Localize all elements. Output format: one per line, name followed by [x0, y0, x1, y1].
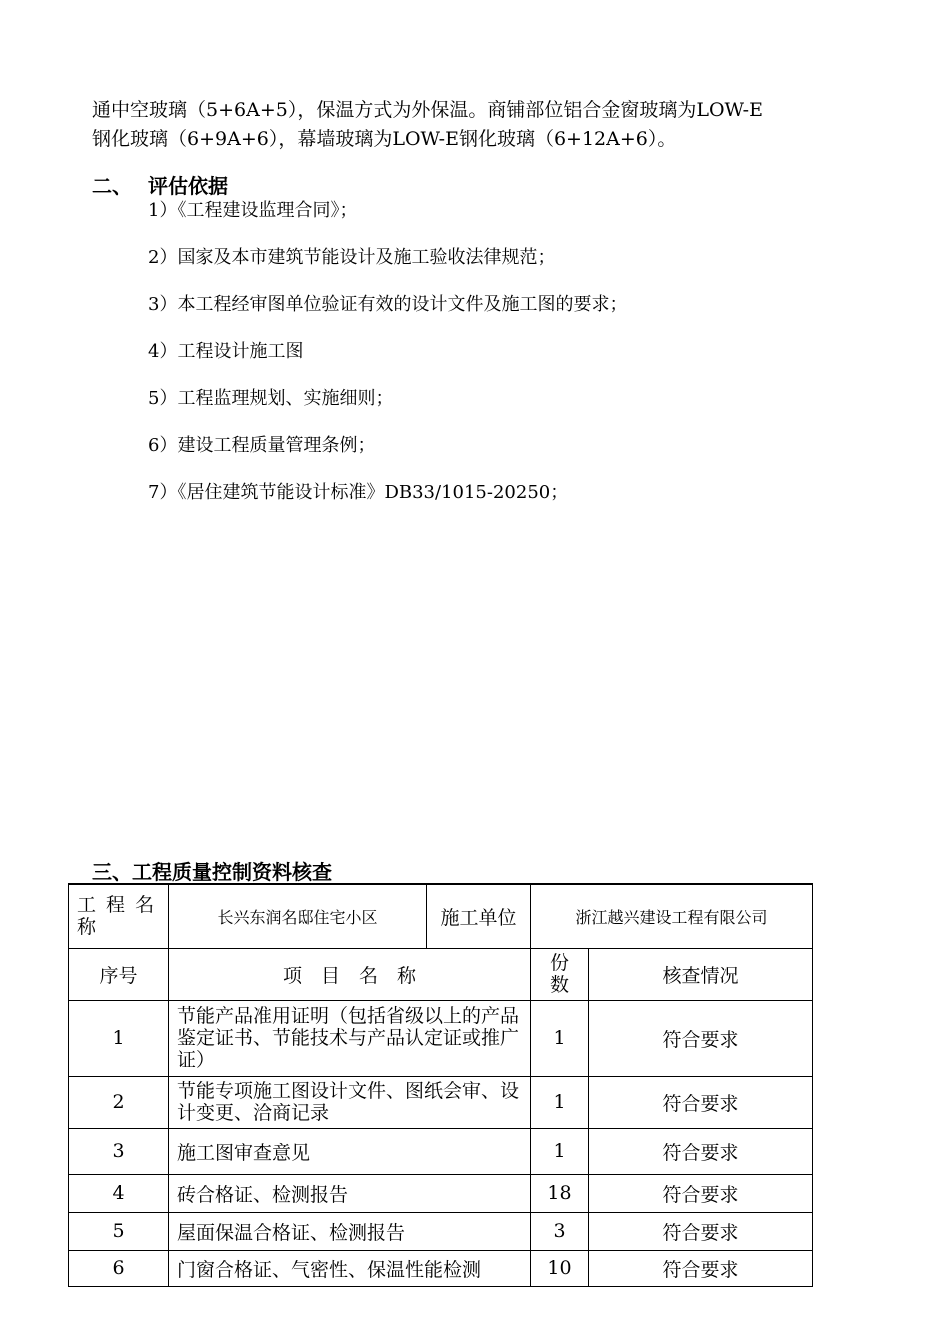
quality-check-table	[68, 883, 813, 1287]
row-status: 符合要求	[589, 1212, 813, 1250]
table-header-project-row	[69, 884, 813, 948]
row-item: 屋面保温合格证、检测报告	[169, 1212, 531, 1250]
row-item: 门窗合格证、气密性、保温性能检测	[169, 1250, 531, 1286]
basis-item: 6）建设工程质量管理条例；	[148, 435, 376, 456]
table-row	[69, 1128, 813, 1174]
row-item: 砖合格证、检测报告	[169, 1174, 531, 1212]
basis-item: 5）工程监理规划、实施细则；	[148, 388, 394, 409]
section-2-heading	[92, 170, 228, 199]
row-copies: 10	[531, 1250, 589, 1286]
basis-item: 2）国家及本市建筑节能设计及施工验收法律规范；	[148, 247, 556, 268]
row-item: 节能产品准用证明（包括省级以上的产品鉴定证书、节能技术与产品认定证或推广证）	[169, 1000, 531, 1076]
row-seq: 4	[69, 1174, 169, 1212]
project-name-value: 长兴东润名邸住宅小区	[169, 884, 427, 948]
row-status: 符合要求	[589, 1128, 813, 1174]
table-row	[69, 1076, 813, 1128]
section-3-heading: 三、工程质量控制资料核查	[92, 860, 332, 884]
intro-line-2: 钢化玻璃（6+9A+6），幕墙玻璃为LOW-E钢化玻璃（6+12A+6）。	[92, 128, 677, 150]
row-status: 符合要求	[589, 1076, 813, 1128]
project-name-label: 工 程 名 称	[69, 884, 169, 948]
intro-line-1: 通中空玻璃（5+6A+5），保温方式为外保温。商铺部位铝合金窗玻璃为LOW-E	[92, 99, 763, 121]
table-row	[69, 1212, 813, 1250]
section-2-number: 二、	[92, 174, 132, 198]
contractor-value: 浙江越兴建设工程有限公司	[531, 884, 813, 948]
row-item: 施工图审查意见	[169, 1128, 531, 1174]
row-seq: 6	[69, 1250, 169, 1286]
row-copies: 1	[531, 1076, 589, 1128]
row-status: 符合要求	[589, 1250, 813, 1286]
table-row	[69, 1174, 813, 1212]
column-header-seq: 序号	[69, 948, 169, 1000]
basis-item: 3）本工程经审图单位验证有效的设计文件及施工图的要求；	[148, 294, 628, 315]
basis-item: 4）工程设计施工图	[148, 341, 304, 362]
table-row	[69, 1000, 813, 1076]
row-status: 符合要求	[589, 1174, 813, 1212]
column-header-copies: 份数	[531, 948, 589, 1000]
column-header-item: 项 目 名 称	[169, 948, 531, 1000]
basis-list	[148, 196, 627, 525]
row-copies: 3	[531, 1212, 589, 1250]
table-column-headers	[69, 948, 813, 1000]
basis-item: 1）《工程建设监理合同》；	[148, 200, 358, 221]
row-copies: 1	[531, 1000, 589, 1076]
row-copies: 18	[531, 1174, 589, 1212]
contractor-label: 施工单位	[427, 884, 531, 948]
row-seq: 2	[69, 1076, 169, 1128]
row-status: 符合要求	[589, 1000, 813, 1076]
intro-paragraph	[92, 96, 872, 154]
row-copies: 1	[531, 1128, 589, 1174]
table-row	[69, 1250, 813, 1286]
section-2-title: 评估依据	[148, 174, 228, 198]
row-seq: 1	[69, 1000, 169, 1076]
column-header-status: 核查情况	[589, 948, 813, 1000]
row-seq: 3	[69, 1128, 169, 1174]
basis-item: 7）《居住建筑节能设计标准》DB33/1015-20250；	[148, 482, 569, 503]
row-item: 节能专项施工图设计文件、图纸会审、设计变更、洽商记录	[169, 1076, 531, 1128]
row-seq: 5	[69, 1212, 169, 1250]
